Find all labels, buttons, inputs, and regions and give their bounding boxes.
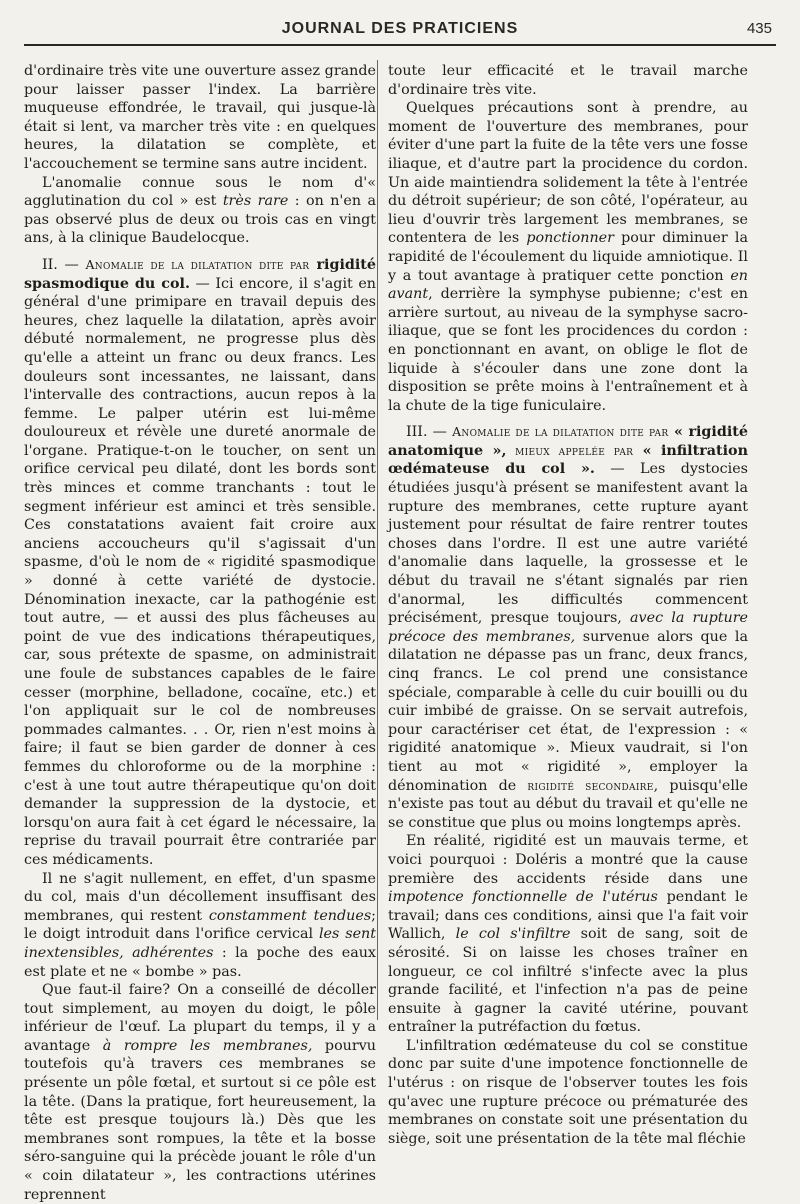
left-column: [24, 62, 376, 1204]
paragraph: toute leur efficacité et le travail marche d'ordinaire très vite.: [388, 63, 748, 98]
paragraph: Que faut-il faire? On a conseillé de décoller tout simplement, au moyen du doigt, le pôle inférieur de l'œuf. La plupart du temps, il y a avantage à rompre les membranes, pourvu toutefois qu'à travers ces membranes se présente un pôle fœtal, et surtout si ce pôle est la tête. (Dans la pratique, fort heureusement, la tête est presque toujours là.) Dès que les membranes sont rompues, la tête et la bosse séro-sanguine qui la précède jouant le rôle d'un « coin dilatateur », les contractions utérines reprennent: [24, 982, 377, 1203]
paragraph: L'anomalie connue sous le nom d'« agglutination du col » est très rare : on n'en a pas observé plus de deux ou trois cas en vingt ans, à la clinique Baudelocque.: [24, 174, 376, 247]
section-heading-bold: rigidité spasmodique du col.: [24, 256, 377, 292]
page-number: 435: [746, 20, 772, 37]
paragraph: En réalité, rigidité est un mauvais terme, et voici pourquoi : Doléris a montré que la cause première des accidents réside dans une impotence fonctionnelle de l'utérus pendant le travail; dans ces conditions, ainsi que l'a fait voir Wallich, le col s'infiltre soit de sang, soit de sérosité. Si on laisse les choses traîner en longueur, ce col infiltré s'infecte avec la plus grande facilité, et l'infection n'a pas de peine ensuite à gagner la cavité utérine, pouvant entraîner la putréfaction du fœtus.: [388, 833, 748, 1036]
paragraph: Il ne s'agit nullement, en effet, d'un spasme du col, mais d'un décollement insuffisant des membranes, qui restent constamment tendues; le doigt introduit dans l'orifice cervical les sent inextensibles, adhérentes : la poche des eaux est plate et ne « bombe » pas.: [24, 870, 376, 980]
section-number: III. —: [406, 424, 453, 441]
journal-title: JOURNAL DES PRATICIENS: [281, 20, 519, 37]
section-heading-bold: « infiltration œdémateuse du col ».: [388, 442, 748, 478]
section-ii: II. — Anomalie de la dilatation dite par rigidité spasmodique du col. — Ici encore, il s'agit en général d'une primipare en travail depuis des heures, chez laquelle la dilatation, après avoir débuté normalement, ne progresse plus dès qu'elle a atteint un franc ou deux francs. Les douleurs sont incessantes, ne laissant, dans l'intervalle des contractions, aucun repos à la femme. Le palper utérin est lui-même douloureux et révèle une dureté anormale de l'organe. Pratique-t-on le toucher, on sent un orifice cervical peu dilaté, dont les bords sont très minces et comme tranchants : tout le segment inférieur est aminci et très sensible. Ces constatations avaient fait croire aux anciens accoucheurs qu'il s'agissait d'un spasme, d'où le nom de « rigidité spasmodique » donné à cette variété de dystocie. Dénomination inexacte, car la pathogénie est tout autre, — et aussi des plus fâcheuses au point de vue des indications thérapeutiques, car, sous prétexte de spasme, on administrait une foule de substances capables de le faire cesser (morphine, belladone, cocaïne, etc.) et l'on appliquait sur le col de nombreuses pommades calmantes. . . Or, rien n'est moins à faire; il faut se bien garder de donner à ces femmes du chloroforme ou de la morphine : c'est à une tout autre thérapeutique qu'on doit demander la suppression de la dystocie, et lorsqu'on aura fait à cet égard le nécessaire, la reprise du travail pourrait être contrariée par ces médicaments.: [24, 256, 377, 868]
section-heading-sub: mieux appelée par: [506, 442, 634, 458]
paragraph: L'infiltration œdémateuse du col se constitue donc par suite d'une impotence fonctionnelle de l'utérus : on risque de l'observer toutes les fois qu'avec une rupture précoce ou prématurée des membranes on constate soit une présentation du siège, soit une présentation de la tête mal fléchie: [388, 1037, 748, 1147]
running-header: [24, 14, 776, 46]
column-divider: [377, 60, 378, 1020]
paragraph: Quelques précautions sont à prendre, au moment de l'ouverture des membranes, pour éviter d'une part la fuite de la tête vers une fosse iliaque, et d'autre part la procidence du cordon. Un aide maintiendra solidement la tête à l'entrée du détroit supérieur; de son côté, l'opérateur, au lieu d'ouvrir très largement les membranes, se contentera de les ponctionner pour diminuer la rapidité de l'écoulement du liquide amniotique. Il y a tout avantage à pratiquer cette ponction en avant, derrière la symphyse pubienne; c'est en arrière surtout, au niveau de la symphyse sacro-iliaque, que se font les procidences du cordon : en ponctionnant en avant, on oblige le flot de liquide à s'écouler dans une zone dont la disposition se prête moins à l'entraînement et à la chute de la tige funiculaire.: [388, 100, 748, 414]
section-heading-bold: « rigidité anatomique »,: [388, 424, 748, 459]
section-iii: III. — Anomalie de la dilatation dite par « rigidité anatomique », mieux appelée par « infiltration œdémateuse du col ». — Les dystocies étudiées jusqu'à présent se manifestent avant la rupture des membranes, cette rupture ayant justement pour résultat de faire rentrer toutes choses dans l'ordre. Il est une autre variété d'anomalie dans laquelle, la grossesse et le début du travail ne s'étant signalés par rien d'anormal, les difficultés commencent précisément, presque toujours, avec la rupture précoce des membranes, survenue alors que la dilatation ne dépasse pas un franc, deux francs, cinq francs. Le col prend une consistance spéciale, comparable à celle du cuir bouilli ou du cuir imbibé de graisse. On se servait autrefois, pour caractériser cet état, de l'expression : « rigidité anatomique ». Mieux vaudrait, si l'on tient au mot « rigidité », employer la dénomination de rigidité secondaire, puisqu'elle n'existe pas tout au début du travail et qu'elle ne se constitue que plus ou moins longtemps après.: [388, 424, 748, 831]
section-number: II. —: [42, 256, 86, 273]
right-column: [388, 62, 748, 1148]
section-heading: Anomalie de la dilatation dite par: [452, 424, 669, 440]
paragraph: d'ordinaire très vite une ouverture assez grande pour laisser passer l'index. La barrière muqueuse effondrée, le travail, qui jusque-là était si lent, va marcher très vite : en quelques heures, la dilatation se complète, et l'accouchement se termine sans autre incident.: [24, 63, 376, 172]
section-heading: Anomalie de la dilatation dite par: [85, 256, 310, 272]
